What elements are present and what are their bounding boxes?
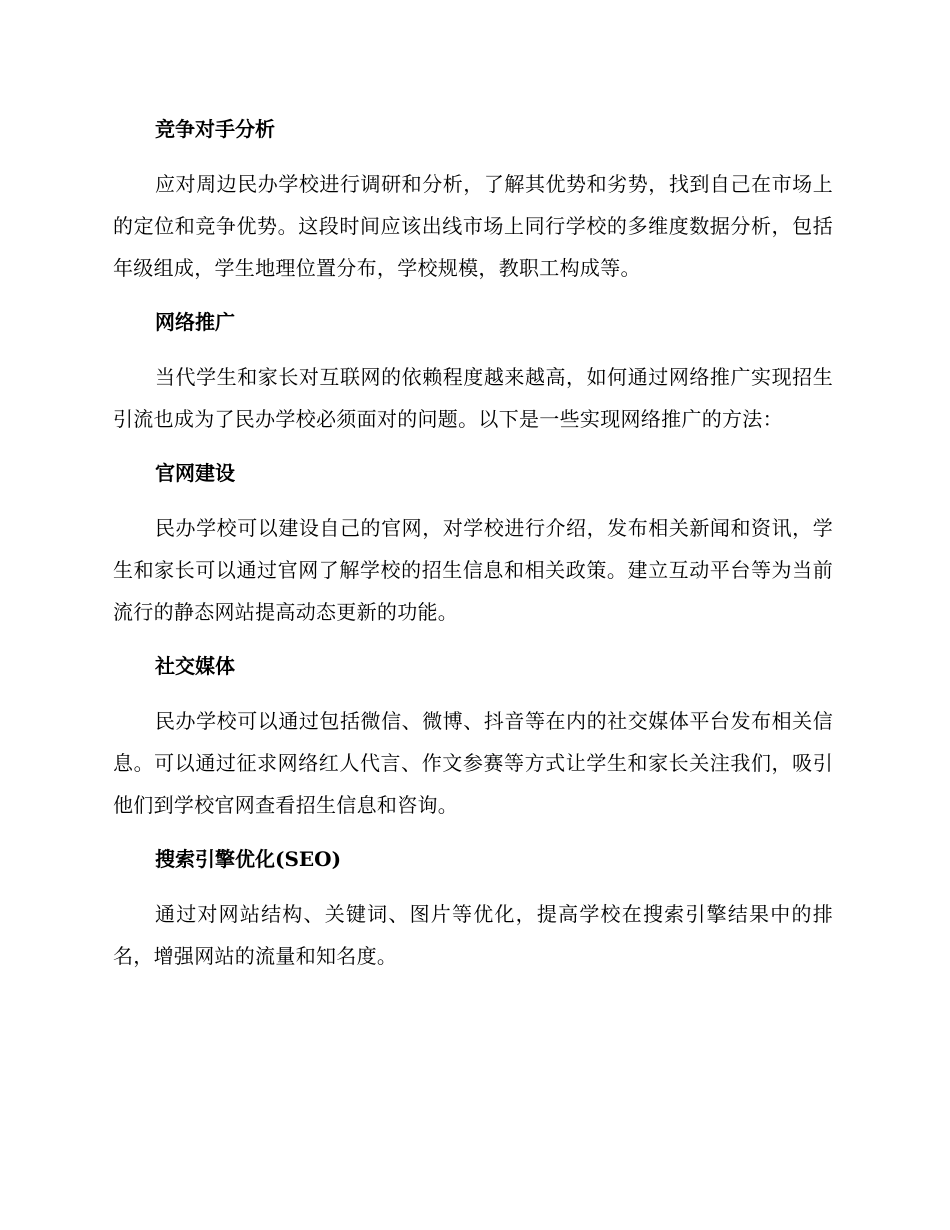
section-body-official-website: 民办学校可以建设自己的官网，对学校进行介绍，发布相关新闻和资讯，学生和家长可以通过官网了解学校的招生信息和相关政策。建立互动平台等为当前流行的静态网站提高动态更新的功能。 [113,516,833,624]
section-heading-competitor-analysis: 竞争对手分析 [155,117,275,141]
section-heading-social-media: 社交媒体 [155,654,235,678]
document-page [113,108,833,989]
section-body-competitor-analysis: 应对周边民办学校进行调研和分析，了解其优势和劣势，找到自己在市场上的定位和竞争优势。这段时间应该出线市场上同行学校的多维度数据分析，包括年级组成，学生地理位置分布，学校规模，教职工构成等。 [113,172,833,280]
section-body-online-promotion: 当代学生和家长对互联网的依赖程度越来越高，如何通过网络推广实现招生引流也成为了民办学校必须面对的问题。以下是一些实现网络推广的方法： [113,365,833,431]
section-heading-online-promotion: 网络推广 [155,310,235,334]
section-body-seo: 通过对网站结构、关键词、图片等优化，提高学校在搜索引擎结果中的排名，增强网站的流量和知名度。 [113,902,833,968]
section-heading-official-website: 官网建设 [155,461,235,485]
section-body-social-media: 民办学校可以通过包括微信、微博、抖音等在内的社交媒体平台发布相关信息。可以通过征求网络红人代言、作文参赛等方式让学生和家长关注我们，吸引他们到学校官网查看招生信息和咨询。 [113,709,833,817]
section-heading-seo: 搜索引擎优化(SEO) [155,847,342,871]
